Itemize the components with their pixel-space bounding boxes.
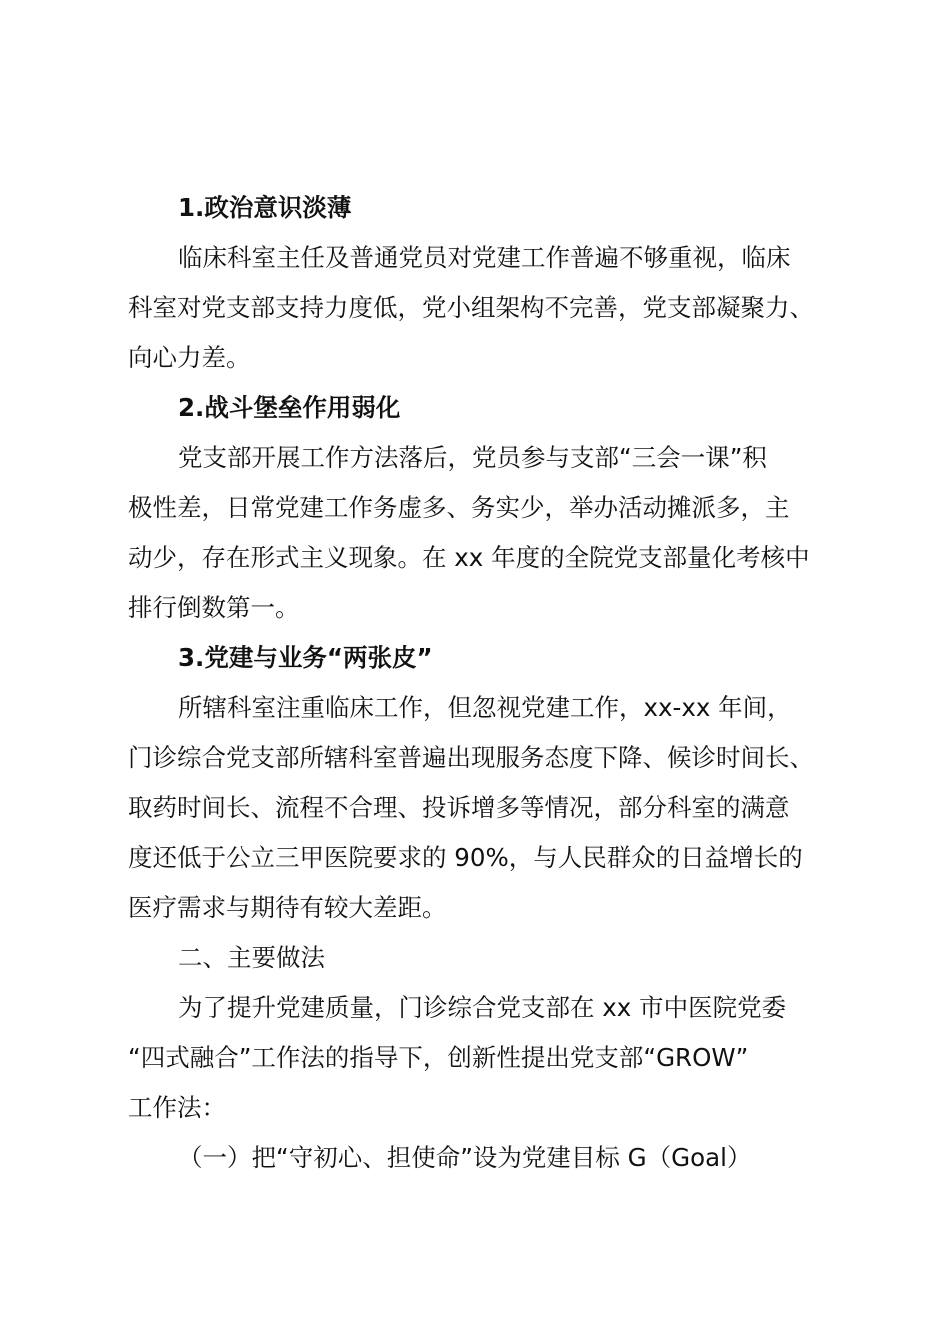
text-line: “四式融合”工作法的指导下，创新性提出党支部“GROW” — [128, 1043, 749, 1072]
text-line: 度还低于公立三甲医院要求的 90%，与人民群众的日益增长的 — [128, 843, 803, 872]
document-page — [128, 183, 838, 1183]
text-line: 动少，存在形式主义现象。在 xx 年度的全院党支部量化考核中 — [128, 543, 810, 572]
heading-fortress-role: 2.战斗堡垒作用弱化 — [178, 393, 401, 422]
paragraph-two-skins — [128, 683, 838, 933]
heading-two-skins: 3.党建与业务“两张皮” — [178, 643, 433, 672]
text-line: 所辖科室注重临床工作，但忽视党建工作，xx-xx 年间， — [178, 693, 792, 722]
text-line: 门诊综合党支部所辖科室普遍出现服务态度下降、候诊时间长、 — [128, 743, 814, 772]
text-line: 为了提升党建质量，门诊综合党支部在 xx 市中医院党委 — [178, 993, 787, 1022]
text-line: 临床科室主任及普通党员对党建工作普遍不够重视，临床 — [178, 243, 791, 272]
text-line: 排行倒数第一。 — [128, 593, 300, 622]
paragraph-main-practices — [128, 983, 838, 1133]
paragraph-fortress-role — [128, 433, 838, 633]
text-line: 医疗需求与期待有较大差距。 — [128, 893, 447, 922]
heading-political-awareness: 1.政治意识淡薄 — [178, 193, 352, 222]
text-line: 取药时间长、流程不合理、投诉增多等情况，部分科室的满意 — [128, 793, 790, 822]
text-line: 科室对党支部支持力度低，党小组架构不完善，党支部凝聚力、 — [128, 293, 814, 322]
text-line: 党支部开展工作方法落后，党员参与支部“三会一课”积 — [178, 443, 767, 472]
text-line: 向心力差。 — [128, 343, 251, 372]
text-line: 工作法： — [128, 1093, 226, 1122]
subsection-heading-goal: （一）把“守初心、担使命”设为党建目标 G（Goal） — [178, 1143, 752, 1172]
section-heading-main-practices: 二、主要做法 — [178, 943, 325, 972]
text-line: 极性差，日常党建工作务虚多、务实少，举办活动摊派多，主 — [128, 493, 790, 522]
paragraph-political-awareness — [128, 233, 838, 383]
